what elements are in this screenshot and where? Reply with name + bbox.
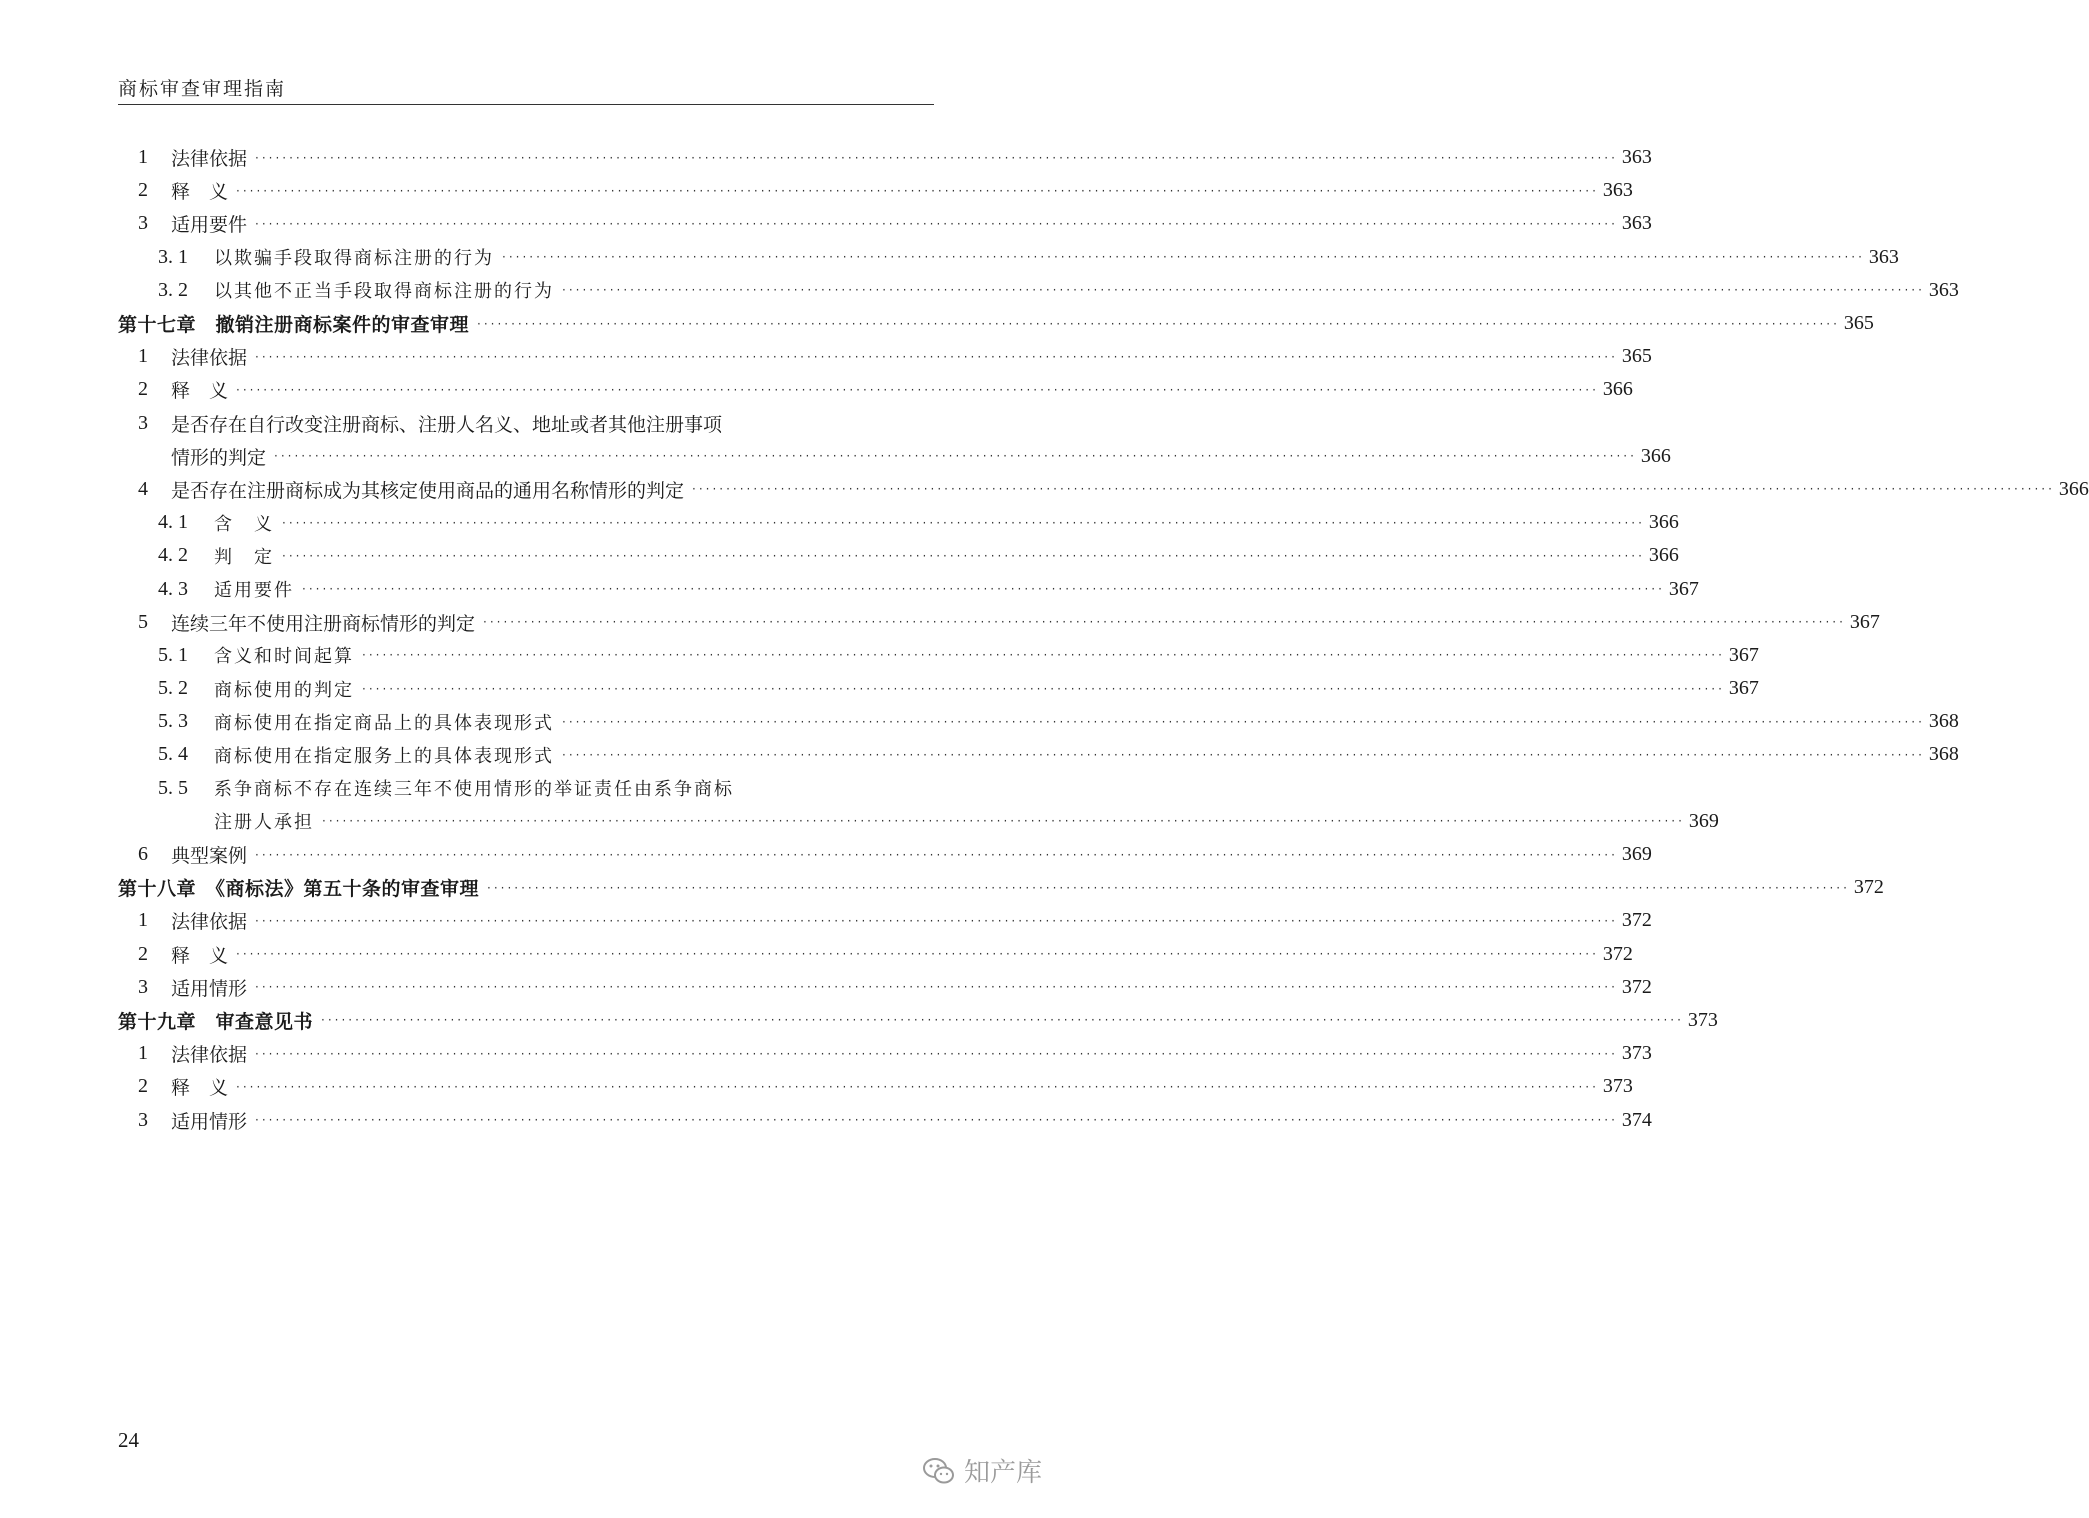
toc-entry-title: 释 义 — [171, 944, 229, 967]
toc-entry — [118, 373, 1633, 406]
toc-entry-title: 含 义 — [214, 513, 274, 535]
toc-entry — [118, 606, 1880, 639]
toc-entry-page: 363 — [1868, 245, 1899, 268]
toc-entry-number: 3. 2 — [158, 278, 188, 301]
toc-entry — [118, 904, 1652, 937]
toc-entry-title: 商标使用的判定 — [214, 679, 354, 701]
toc-leader-dots: ········································································································································································································ — [255, 150, 1618, 165]
toc-entry-number: 4. 1 — [158, 511, 188, 534]
toc-leader-dots: ········································································································································································································ — [562, 283, 1925, 298]
toc-chapter-title: 第十八章 《商标法》第五十条的审查审理 — [118, 878, 480, 901]
toc-entry-number: 3 — [138, 212, 148, 235]
toc-entry-page: 365 — [1621, 345, 1652, 368]
toc-leader-dots: ········································································································································································································ — [255, 847, 1618, 862]
toc-entry — [118, 938, 1633, 971]
toc-entry-title: 法律依据 — [171, 347, 248, 370]
toc-entry-page: 372 — [1621, 975, 1652, 998]
toc-entry — [118, 407, 934, 440]
toc-entry-page: 363 — [1602, 179, 1633, 202]
toc-entry-page: 363 — [1621, 212, 1652, 235]
toc-leader-dots: ········································································································································································································ — [255, 913, 1618, 928]
toc-leader-dots: ········································································································································································································ — [692, 482, 2055, 497]
toc-entry-number: 2 — [138, 1075, 148, 1098]
toc-entry — [118, 274, 1959, 307]
toc-entry-number: 3 — [138, 1108, 148, 1131]
toc-entry-page: 368 — [1928, 743, 1959, 766]
toc-entry-title: 释 义 — [171, 380, 229, 403]
toc-entry-title: 释 义 — [171, 1077, 229, 1100]
toc-entry-page: 365 — [1843, 312, 1874, 335]
toc-leader-dots: ········································································································································································································ — [236, 947, 1599, 962]
toc-entry-title: 法律依据 — [171, 1044, 248, 1067]
toc-entry-title: 典型案例 — [171, 845, 248, 868]
toc-leader-dots: ········································································································································································································ — [477, 316, 1840, 331]
toc-entry-number: 4. 2 — [158, 544, 188, 567]
toc-leader-dots: ········································································································································································································ — [255, 216, 1618, 231]
toc-entry-page: 366 — [1640, 444, 1671, 467]
toc-entry-page: 373 — [1621, 1042, 1652, 1065]
toc-leader-dots: ········································································································································································································ — [236, 1079, 1599, 1094]
toc-entry-number: 5. 1 — [158, 643, 188, 666]
toc-entry — [118, 506, 1679, 539]
toc-leader-dots: ········································································································································································································ — [562, 714, 1925, 729]
toc-entry — [118, 473, 2089, 506]
wechat-icon — [922, 1456, 956, 1486]
toc-entry-number: 1 — [138, 146, 148, 169]
toc-entry-number: 6 — [138, 843, 148, 866]
toc-entry-title: 判 定 — [214, 546, 274, 568]
toc-entry — [118, 340, 1652, 373]
toc-entry-title: 商标使用在指定服务上的具体表现形式 — [214, 745, 554, 767]
toc-entry-number: 4. 3 — [158, 577, 188, 600]
toc-entry-number: 5 — [138, 610, 148, 633]
toc-entry-title: 注册人承担 — [214, 812, 314, 834]
toc-chapter-title: 第十九章 审查意见书 — [118, 1010, 314, 1033]
toc-leader-dots: ········································································································································································································ — [562, 747, 1925, 762]
toc-entry — [118, 572, 1699, 605]
toc-entry-page: 367 — [1849, 610, 1880, 633]
header-divider — [118, 104, 934, 105]
toc-leader-dots: ········································································································································································································ — [362, 648, 1725, 663]
toc-entry-page: 372 — [1853, 876, 1884, 899]
toc-entry-page: 369 — [1621, 843, 1652, 866]
toc-entry-title: 系争商标不存在连续三年不使用情形的举证责任由系争商标 — [214, 779, 734, 801]
toc-entry-page: 373 — [1687, 1008, 1718, 1031]
toc-entry-title: 以欺骗手段取得商标注册的行为 — [214, 248, 494, 270]
toc-entry-number: 5. 5 — [158, 776, 188, 799]
toc-entry-number: 2 — [138, 179, 148, 202]
toc-entry-number: 3 — [138, 975, 148, 998]
toc-entry — [118, 838, 1652, 871]
toc-entry-title: 适用要件 — [214, 580, 294, 602]
toc-entry-page: 363 — [1621, 146, 1652, 169]
toc-entry-title: 适用情形 — [171, 1110, 248, 1133]
toc-entry-page: 372 — [1621, 909, 1652, 932]
toc-entry-number: 5. 4 — [158, 743, 188, 766]
toc-entry-page: 367 — [1728, 677, 1759, 700]
toc-leader-dots: ········································································································································································································ — [487, 880, 1850, 895]
toc-entry — [118, 539, 1679, 572]
toc-entry-number: 3. 1 — [158, 245, 188, 268]
toc-entry-page: 372 — [1602, 942, 1633, 965]
toc-leader-dots: ········································································································································································································ — [255, 1046, 1618, 1061]
toc-entry-title: 含义和时间起算 — [214, 646, 354, 668]
toc-entry — [118, 871, 1884, 904]
toc-leader-dots: ········································································································································································································ — [362, 681, 1725, 696]
toc-chapter-title: 第十七章 撤销注册商标案件的审查审理 — [118, 314, 470, 337]
toc-entry-page: 369 — [1688, 809, 1719, 832]
toc-entry-page: 366 — [1648, 544, 1679, 567]
toc-entry — [118, 1103, 1652, 1136]
toc-entry — [118, 1070, 1633, 1103]
running-header-title: 商标审查审理指南 — [118, 78, 287, 100]
toc-leader-dots: ········································································································································································································ — [321, 1013, 1684, 1028]
table-of-contents — [118, 141, 2089, 1137]
toc-entry-page: 367 — [1668, 577, 1699, 600]
toc-entry-title: 释 义 — [171, 181, 229, 204]
toc-leader-dots: ········································································································································································································ — [302, 582, 1665, 597]
toc-entry-page: 366 — [1602, 378, 1633, 401]
toc-entry — [118, 672, 1759, 705]
toc-entry-title: 商标使用在指定商品上的具体表现形式 — [214, 712, 554, 734]
toc-entry — [118, 141, 1652, 174]
toc-leader-dots: ········································································································································································································ — [255, 349, 1618, 364]
toc-entry — [118, 207, 1652, 240]
toc-entry — [118, 241, 1899, 274]
toc-entry-number: 4 — [138, 477, 148, 500]
toc-entry-number: 1 — [138, 1042, 148, 1065]
toc-leader-dots: ········································································································································································································ — [483, 615, 1846, 630]
toc-entry-page: 366 — [1648, 511, 1679, 534]
toc-entry-number: 3 — [138, 411, 148, 434]
watermark-text: 知产库 — [964, 1458, 1043, 1488]
toc-leader-dots: ········································································································································································································ — [236, 183, 1599, 198]
toc-entry — [118, 971, 1652, 1004]
toc-entry-number: 5. 2 — [158, 677, 188, 700]
toc-entry — [118, 639, 1759, 672]
toc-leader-dots: ········································································································································································································ — [255, 1113, 1618, 1128]
toc-entry-title: 是否存在自行改变注册商标、注册人名义、地址或者其他注册事项 — [171, 413, 723, 436]
toc-entry — [118, 1004, 1718, 1037]
toc-entry-title: 法律依据 — [171, 911, 248, 934]
toc-entry-title: 适用要件 — [171, 214, 248, 237]
toc-leader-dots: ········································································································································································································ — [255, 980, 1618, 995]
toc-leader-dots: ········································································································································································································ — [322, 814, 1685, 829]
toc-entry-number: 2 — [138, 942, 148, 965]
toc-entry-title: 法律依据 — [171, 148, 248, 171]
toc-entry-title: 以其他不正当手段取得商标注册的行为 — [214, 281, 554, 303]
toc-entry — [118, 174, 1633, 207]
toc-entry-title: 情形的判定 — [171, 446, 267, 469]
toc-entry-title: 适用情形 — [171, 977, 248, 1000]
toc-entry-number: 1 — [138, 909, 148, 932]
toc-leader-dots: ········································································································································································································ — [282, 548, 1645, 563]
toc-leader-dots: ········································································································································································································ — [274, 449, 1637, 464]
toc-entry — [118, 772, 934, 805]
toc-entry-number: 1 — [138, 345, 148, 368]
watermark — [922, 1452, 1042, 1489]
toc-leader-dots: ········································································································································································································ — [282, 515, 1645, 530]
toc-entry-page: 367 — [1728, 643, 1759, 666]
toc-entry — [118, 738, 1959, 771]
toc-entry-page: 373 — [1602, 1075, 1633, 1098]
toc-entry-number: 5. 3 — [158, 710, 188, 733]
toc-entry — [118, 805, 1719, 838]
toc-entry-page: 366 — [2058, 477, 2089, 500]
toc-entry — [118, 440, 1671, 473]
toc-leader-dots: ········································································································································································································ — [502, 250, 1865, 265]
toc-entry-title: 连续三年不使用注册商标情形的判定 — [171, 612, 476, 635]
toc-entry — [118, 307, 1874, 340]
page-number: 24 — [118, 1428, 139, 1452]
toc-entry-title: 是否存在注册商标成为其核定使用商品的通用名称情形的判定 — [171, 479, 685, 502]
toc-entry-number: 2 — [138, 378, 148, 401]
toc-entry — [118, 1037, 1652, 1070]
toc-entry-page: 374 — [1621, 1108, 1652, 1131]
toc-leader-dots: ········································································································································································································ — [236, 382, 1599, 397]
toc-entry — [118, 705, 1959, 738]
toc-entry-page: 363 — [1928, 278, 1959, 301]
toc-entry-page: 368 — [1928, 710, 1959, 733]
